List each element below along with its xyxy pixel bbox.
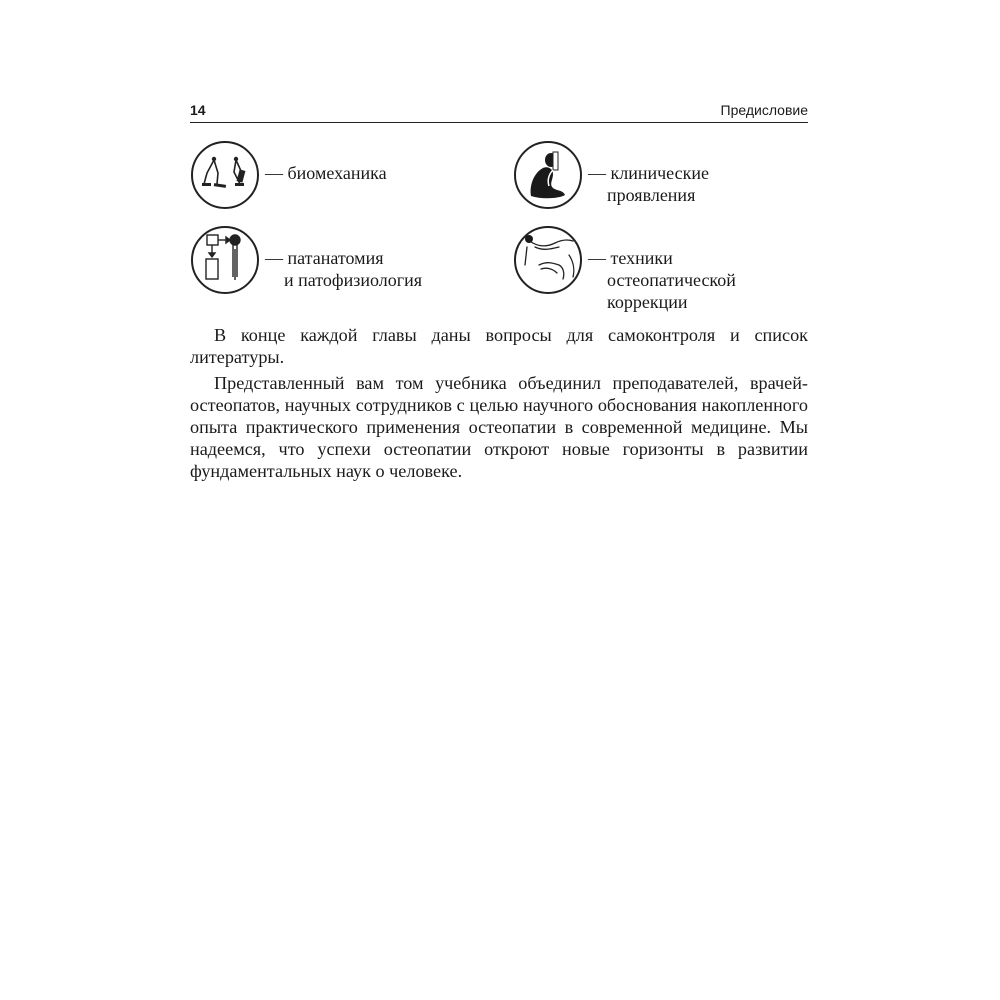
legend-line: и патофизиология <box>284 270 422 290</box>
legend-line: остеопатической <box>607 270 736 290</box>
pathanatomy-icon <box>190 225 260 295</box>
biomechanics-icon <box>190 140 260 210</box>
paragraph: Представленный вам том учебника объединил преподавателей, врачей-остеопатов, научных сотрудников с целью научного обоснования накопленного опыта практического применения остеопатии в современной медицине. Мы надеемся, что успехи остеопатии откроют новые горизонты в развитии фундаментальных наук о человеке. <box>190 373 808 481</box>
legend-text-clinical <box>588 162 709 206</box>
legend-line: — техники <box>588 248 673 268</box>
running-title: Предисловие <box>720 102 808 118</box>
legend-line: — клинические <box>588 163 709 183</box>
legend-item-pathology <box>190 225 490 297</box>
legend-text-biomechanics <box>265 162 387 184</box>
legend-item-techniques <box>513 225 808 315</box>
page-number: 14 <box>190 102 206 118</box>
legend-line: коррекции <box>607 292 688 312</box>
legend-line: проявления <box>607 185 696 205</box>
osteopathic-techniques-icon <box>513 225 583 295</box>
legend-line: — патанатомия <box>265 248 384 268</box>
page-header <box>190 100 808 123</box>
legend-text-pathology <box>265 247 422 291</box>
paragraph: В конце каждой главы даны вопросы для самоконтроля и список литературы. <box>190 325 808 367</box>
legend-text-techniques <box>588 247 736 313</box>
legend-line: — биомеханика <box>265 163 387 183</box>
body-text <box>190 324 808 486</box>
legend-item-biomechanics <box>190 140 490 210</box>
legend-item-clinical <box>513 140 808 212</box>
clinical-manifestations-icon <box>513 140 583 210</box>
